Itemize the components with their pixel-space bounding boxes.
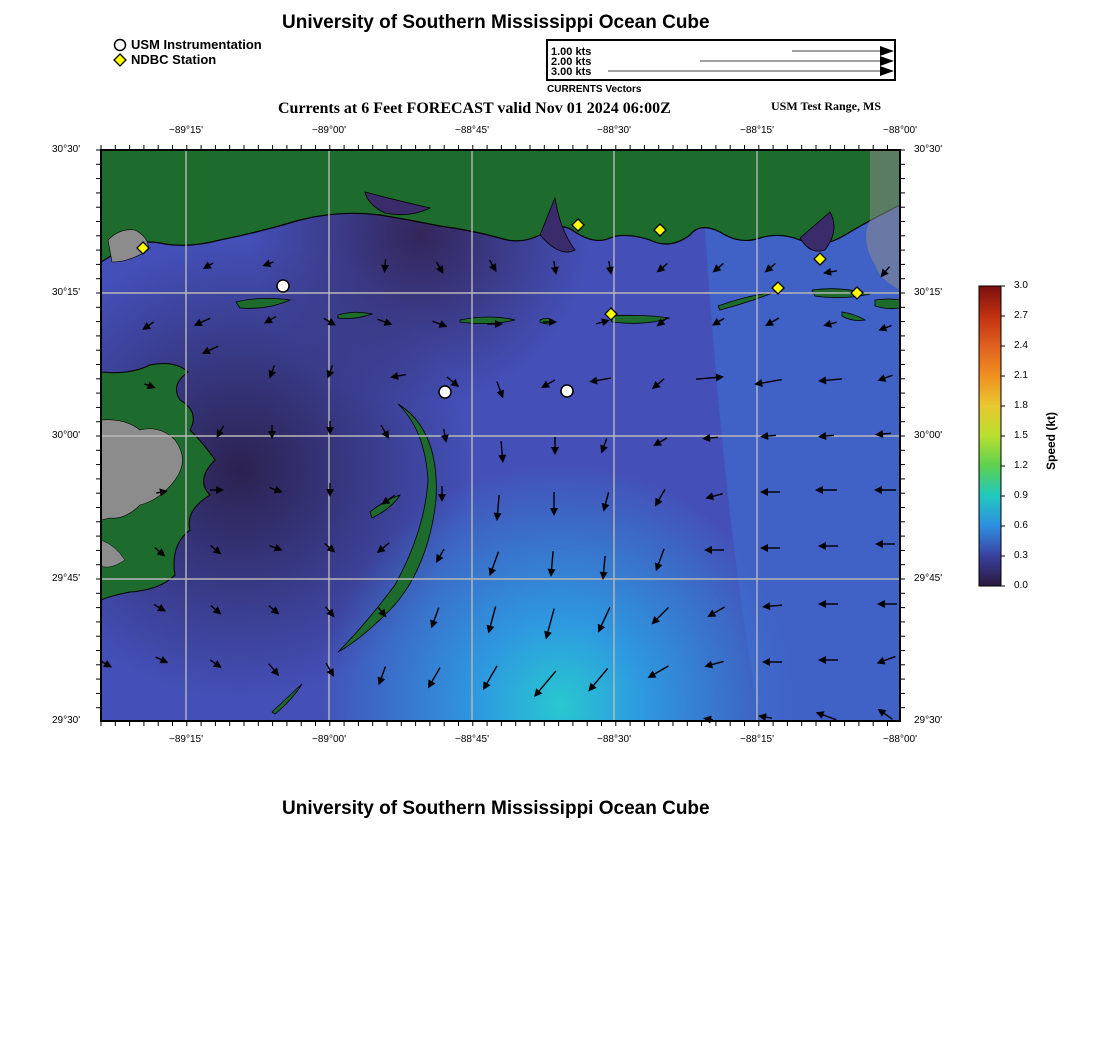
colorbar-label: 1.8 <box>1014 400 1028 411</box>
ndbc-station-icon <box>113 53 127 67</box>
lat-tick-right: 29°45' <box>914 573 943 584</box>
footer-title: University of Southern Mississippi Ocean Cube <box>282 798 710 819</box>
usm-instrument-marker[interactable] <box>277 280 289 292</box>
lon-tick-top: −88°30' <box>597 125 631 136</box>
barrier-island <box>875 299 900 309</box>
colorbar-title: Speed (kt) <box>1044 411 1058 470</box>
colorbar-label: 0.3 <box>1014 550 1028 561</box>
legend-instrumentation-label: USM Instrumentation <box>131 37 262 52</box>
usm-instrument-marker[interactable] <box>561 385 573 397</box>
lat-tick-right: 30°00' <box>914 430 943 441</box>
lon-tick-bottom: −89°00' <box>312 734 346 745</box>
vector-key <box>546 39 896 81</box>
colorbar-label: 2.1 <box>1014 370 1028 381</box>
colorbar-label: 3.0 <box>1014 280 1028 291</box>
vector-key-row-1: 1.00 kts <box>551 46 592 58</box>
lat-tick-left: 29°30' <box>52 715 81 726</box>
colorbar-label: 1.2 <box>1014 460 1028 471</box>
lon-tick-bottom: −89°15' <box>169 734 203 745</box>
lon-tick-top: −89°00' <box>312 125 346 136</box>
colorbar-label: 0.6 <box>1014 520 1028 531</box>
lat-tick-right: 30°15' <box>914 287 943 298</box>
page-title: University of Southern Mississippi Ocean Cube <box>282 12 710 33</box>
lat-tick-left: 30°30' <box>52 144 81 155</box>
symbol-legend <box>113 37 262 67</box>
vector-key-arrows <box>548 41 894 79</box>
lon-tick-bottom: −88°15' <box>740 734 774 745</box>
vector-key-caption: CURRENTS Vectors <box>547 84 642 95</box>
range-label: USM Test Range, MS <box>771 99 882 113</box>
colorbar-label: 2.7 <box>1014 310 1028 321</box>
lat-tick-right: 30°30' <box>914 144 943 155</box>
legend-ndbc-label: NDBC Station <box>131 52 217 67</box>
speed-colorbar <box>975 283 1010 589</box>
usm-instrumentation-icon <box>113 38 127 52</box>
vector-key-row-2: 2.00 kts <box>551 56 592 68</box>
colorbar-label: 2.4 <box>1014 340 1028 351</box>
colorbar-label: 0.0 <box>1014 580 1028 591</box>
lat-tick-right: 29°30' <box>914 715 943 726</box>
lon-tick-bottom: −88°30' <box>597 734 631 745</box>
lon-tick-top: −89°15' <box>169 125 203 136</box>
legend-instrumentation <box>113 37 262 52</box>
lat-tick-left: 30°15' <box>52 287 81 298</box>
lat-tick-left: 29°45' <box>52 573 81 584</box>
colorbar-label: 1.5 <box>1014 430 1028 441</box>
map-subtitle: Currents at 6 Feet FORECAST valid Nov 01 2024 06:00Z <box>278 100 671 117</box>
legend-ndbc <box>113 52 262 67</box>
lon-tick-bottom: −88°45' <box>455 734 489 745</box>
lon-tick-top: −88°45' <box>455 125 489 136</box>
vector-key-row-3: 3.00 kts <box>551 66 592 78</box>
lon-tick-bottom: −88°00' <box>883 734 917 745</box>
lon-tick-top: −88°00' <box>883 125 917 136</box>
current-map[interactable] <box>96 145 906 727</box>
usm-instrument-marker[interactable] <box>439 386 451 398</box>
colorbar-label: 0.9 <box>1014 490 1028 501</box>
lat-tick-left: 30°00' <box>52 430 81 441</box>
lon-tick-top: −88°15' <box>740 125 774 136</box>
